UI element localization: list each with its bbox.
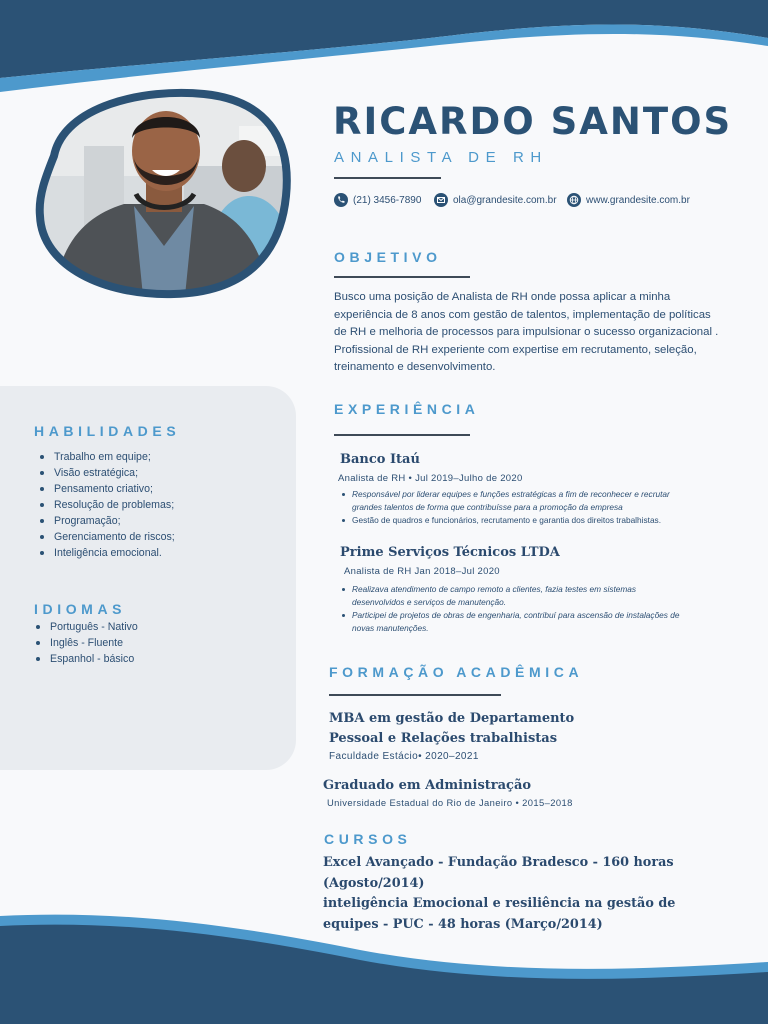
list-item-continuation [338, 596, 679, 609]
list-item: Programação; [34, 513, 175, 529]
duty-text: desenvolvidos e serviços de manutenção. [352, 597, 507, 607]
objective-divider [334, 276, 470, 278]
contact-website[interactable] [567, 193, 690, 207]
website-text: www.grandesite.com.br [586, 194, 690, 206]
experience-title: EXPERIÊNCIA [334, 401, 480, 417]
job-duties [338, 488, 670, 527]
list-item: Inteligência emocional. [34, 545, 175, 561]
candidate-role: ANALISTA DE RH [334, 149, 548, 166]
degree-line: Pessoal e Relações trabalhistas [329, 731, 558, 746]
list-item-continuation [338, 622, 679, 635]
phone-icon [334, 193, 348, 207]
objective-text [334, 289, 744, 377]
objective-line: Busco uma posição de Analista de RH onde possa aplicar a minha [334, 291, 671, 303]
education-degree [323, 776, 531, 796]
objective-line: treinamento e desenvolvimento. [334, 361, 496, 373]
list-item: Gestão de quadros e funcionários, recrutamento e garantia dos direitos trabalhistas. [338, 514, 670, 527]
list-item: Resolução de problemas; [34, 497, 175, 513]
job-meta: Analista de RH • Jul 2019–Julho de 2020 [338, 473, 523, 484]
header-divider [334, 177, 441, 179]
skills-title: HABILIDADES [34, 423, 181, 439]
courses-list [323, 853, 675, 935]
list-item: Realizava atendimento de campo remoto a clientes, fazia testes em sistemas [338, 583, 679, 596]
list-item-continuation [338, 501, 670, 514]
course-line: Excel Avançado - Fundação Bradesco - 160 horas [323, 855, 674, 870]
globe-icon [567, 193, 581, 207]
list-item: Responsável por liderar equipes e funções estratégicas a fim de reconhecer e recrutar [338, 488, 670, 501]
experience-divider [334, 434, 470, 436]
top-wave-decoration [0, 0, 768, 100]
phone-text: (21) 3456-7890 [353, 194, 422, 206]
job-meta: Analista de RH Jan 2018–Jul 2020 [344, 566, 500, 577]
list-item: Trabalho em equipe; [34, 449, 175, 465]
job-company: Prime Serviços Técnicos LTDA [340, 545, 560, 560]
skills-list [34, 449, 175, 561]
languages-list [30, 619, 138, 667]
education-meta: Universidade Estadual do Rio de Janeiro • 2015–2018 [327, 797, 573, 808]
languages-title: IDIOMAS [34, 601, 127, 617]
course-line: inteligência Emocional e resiliência na gestão de [323, 896, 676, 911]
list-item: Participei de projetos de obras de engenharia, contribuí para ascensão de instalações de [338, 609, 679, 622]
envelope-icon [434, 193, 448, 207]
job-duties [338, 583, 679, 635]
contact-phone [334, 193, 421, 207]
list-item: Espanhol - básico [30, 651, 138, 667]
degree-line: Graduado em Administração [323, 778, 532, 793]
list-item: Gerenciamento de riscos; [34, 529, 175, 545]
course-line: equipes - PUC - 48 horas (Março/2014) [323, 916, 603, 932]
list-item: Pensamento criativo; [34, 481, 175, 497]
objective-line: de RH e melhoria de processos para impulsionar o sucesso organizacional . [334, 326, 719, 338]
list-item: Inglês - Fluente [30, 635, 138, 651]
education-meta: Faculdade Estácio• 2020–2021 [329, 751, 479, 762]
sidebar-panel [0, 386, 296, 770]
job-company: Banco Itaú [340, 452, 420, 467]
list-item: Visão estratégica; [34, 465, 175, 481]
list-item: Português - Nativo [30, 619, 138, 635]
objective-line: Profissional de RH experiente com expertise em recrutamento, seleção, [334, 343, 697, 356]
duty-text: grandes talentos de forma que contribuísse para a promoção da empresa [352, 502, 623, 512]
education-divider [329, 694, 501, 696]
objective-title: OBJETIVO [334, 249, 442, 265]
contact-email[interactable] [434, 193, 557, 207]
email-text: ola@grandesite.com.br [453, 194, 557, 206]
candidate-name: RICARDO SANTOS [333, 100, 733, 143]
duty-text: novas manutenções. [352, 623, 429, 633]
degree-line: MBA em gestão de Departamento [329, 711, 575, 726]
profile-photo [34, 86, 296, 306]
education-title: FORMAÇÃO ACADÊMICA [329, 664, 584, 680]
courses-title: CURSOS [324, 831, 412, 847]
education-degree [329, 709, 574, 749]
objective-line: experiência de 8 anos com gestão de talentos, implementação de políticas [334, 308, 711, 321]
course-line: (Agosto/2014) [323, 875, 425, 891]
